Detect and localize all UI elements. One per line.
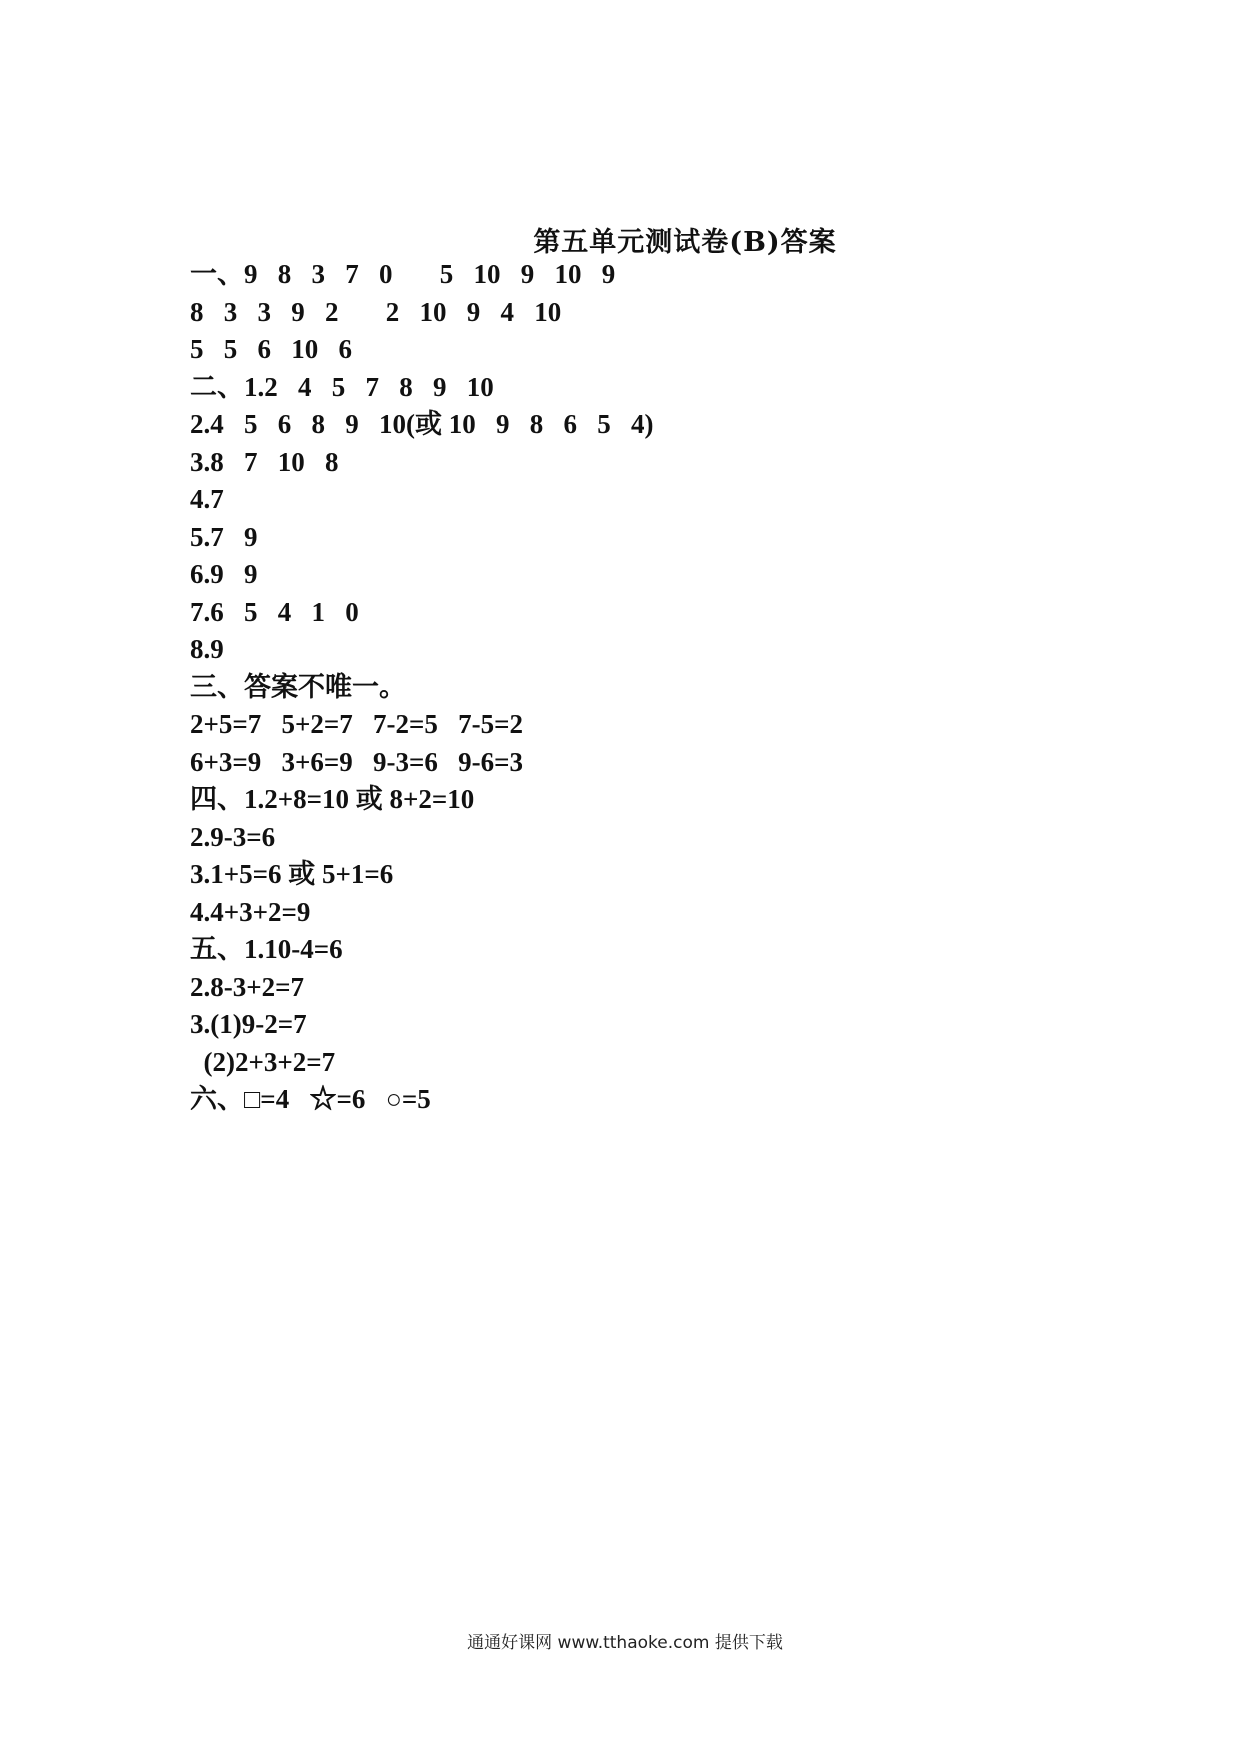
answer-line: 3.8 7 10 8 (190, 446, 339, 477)
answer-line: 3.1+5=6 或 5+1=6 (190, 859, 394, 889)
answer-line: 6.9 9 (190, 559, 258, 589)
answer-line: 5.7 9 (190, 521, 258, 552)
answer-line: (2)2+3+2=7 (190, 1046, 336, 1077)
answer-line: 四、1.2+8=10 或 8+2=10 (190, 784, 475, 814)
answer-line: 8 3 3 9 2 2 10 9 4 10 (190, 296, 562, 327)
answer-line: 6+3=9 3+6=9 9-3=6 9-6=3 (190, 746, 524, 777)
answer-lines (190, 256, 653, 1119)
answer-line: 2+5=7 5+2=7 7-2=5 7-5=2 (190, 709, 524, 739)
answer-line: 7.6 5 4 1 0 (190, 596, 359, 627)
answer-line: 2.4 5 6 8 9 10(或 10 9 8 6 5 4) (190, 409, 654, 439)
answer-line: 二、1.2 4 5 7 8 9 10 (190, 371, 494, 402)
footer-source-note: 通通好课网 www.tthaoke.com 提供下载 (467, 1633, 783, 1653)
answer-line: 4.4+3+2=9 (190, 896, 311, 927)
answer-line: 3.(1)9-2=7 (190, 1009, 307, 1039)
answer-line: 8.9 (190, 634, 224, 664)
answer-line: 三、答案不唯一。 (190, 671, 406, 702)
answer-line: 五、1.10-4=6 (190, 934, 343, 964)
answer-line: 2.9-3=6 (190, 821, 276, 852)
page-title: 第五单元测试卷(B)答案 (533, 227, 837, 258)
answer-line: 4.7 (190, 484, 224, 514)
answer-line: 5 5 6 10 6 (190, 334, 352, 364)
answer-line: 一、9 8 3 7 0 5 10 9 10 9 (190, 259, 616, 289)
answer-line: 六、□=4 ☆=6 ○=5 (190, 1084, 431, 1114)
answer-line: 2.8-3+2=7 (190, 971, 305, 1002)
